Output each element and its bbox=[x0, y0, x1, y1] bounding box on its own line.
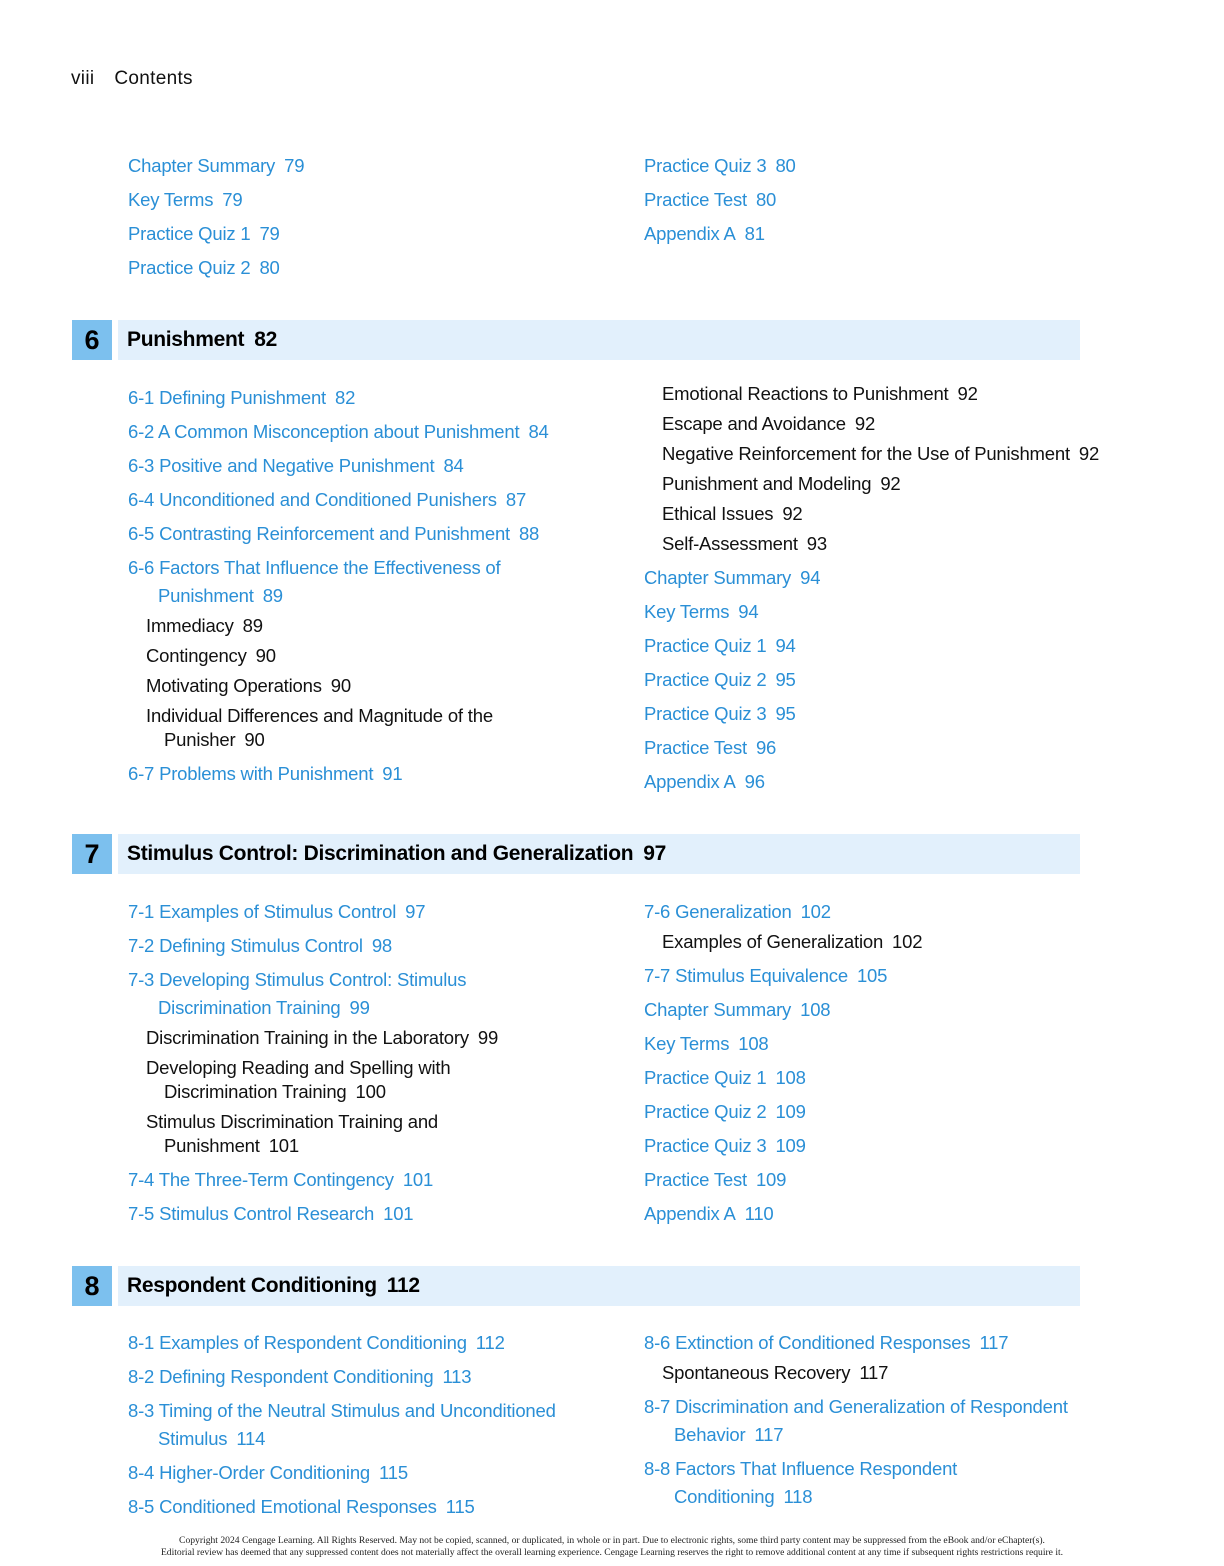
entry-title: Individual Differences and Magnitude of the bbox=[146, 705, 493, 726]
toc-link[interactable] bbox=[644, 189, 776, 211]
entry-page-number: 110 bbox=[744, 1203, 774, 1224]
entry-continuation bbox=[164, 1135, 299, 1157]
copyright-line-2: Editorial review has deemed that any suppressed content does not materially affect the overall learning experience. Cengage Learning reserves the right to remove additional content at any time if subsequent rights restrictions require it. bbox=[160, 1547, 1064, 1558]
entry-page-number: 80 bbox=[259, 257, 280, 278]
entry-page-number: 118 bbox=[783, 1486, 813, 1507]
chapter-number-badge: 6 bbox=[72, 320, 112, 360]
entry-title: 6-5 Contrasting Reinforcement and Punishment bbox=[128, 523, 510, 544]
entry-page-number: 108 bbox=[800, 999, 831, 1020]
toc-link[interactable] bbox=[128, 1203, 413, 1225]
toc-link[interactable] bbox=[644, 601, 758, 623]
toc-link[interactable] bbox=[128, 1169, 433, 1191]
entry-page-number: 92 bbox=[957, 383, 978, 404]
entry-title: 8-3 Timing of the Neutral Stimulus and Unconditioned bbox=[128, 1400, 556, 1421]
entry-title: Self-Assessment bbox=[662, 533, 798, 554]
entry-title: Chapter Summary bbox=[644, 999, 792, 1020]
entry-title: Practice Test bbox=[644, 1169, 747, 1190]
entry-page-number: 109 bbox=[775, 1135, 806, 1156]
entry-title: 6-3 Positive and Negative Punishment bbox=[128, 455, 435, 476]
toc-link[interactable] bbox=[644, 1332, 1008, 1354]
toc-subentry bbox=[146, 1111, 438, 1133]
chapter-title[interactable] bbox=[127, 320, 277, 360]
toc-link[interactable] bbox=[644, 771, 765, 793]
toc-link[interactable] bbox=[644, 999, 830, 1021]
entry-page-number: 117 bbox=[979, 1332, 1009, 1353]
toc-subentry bbox=[146, 705, 493, 727]
entry-title: Practice Test bbox=[644, 189, 747, 210]
entry-title-cont: Punishment bbox=[158, 585, 254, 606]
toc-subentry bbox=[662, 383, 978, 405]
entry-page-number: 90 bbox=[255, 645, 276, 666]
chapter-heading-bar bbox=[118, 834, 1080, 874]
entry-page-number: 100 bbox=[355, 1081, 386, 1102]
entry-page-number: 84 bbox=[528, 421, 549, 442]
toc-link[interactable] bbox=[644, 901, 831, 923]
entry-page-number: 96 bbox=[744, 771, 765, 792]
entry-title: Negative Reinforcement for the Use of Punishment bbox=[662, 443, 1070, 464]
chapter-title[interactable] bbox=[127, 834, 666, 874]
entry-title: 7-7 Stimulus Equivalence bbox=[644, 965, 848, 986]
entry-title-cont: Behavior bbox=[674, 1424, 746, 1445]
entry-page-number: 89 bbox=[242, 615, 263, 636]
copyright-line-1: Copyright 2024 Cengage Learning. All Rights Reserved. May not be copied, scanned, or duplicated, in whole or in part. Due to electronic rights, some third party content may be suppressed from the eBook and/or eChapter(s). bbox=[179, 1535, 1045, 1546]
copyright-notice bbox=[0, 1535, 1224, 1559]
chapter-number-badge: 7 bbox=[72, 834, 112, 874]
entry-title: Escape and Avoidance bbox=[662, 413, 846, 434]
entry-page-number: 90 bbox=[244, 729, 265, 750]
entry-title: Key Terms bbox=[128, 189, 214, 210]
entry-page-number: 97 bbox=[405, 901, 426, 922]
chapter-number-badge: 8 bbox=[72, 1266, 112, 1306]
toc-link[interactable] bbox=[128, 455, 464, 477]
toc-link[interactable] bbox=[128, 1332, 505, 1354]
entry-title: Immediacy bbox=[146, 615, 234, 636]
toc-subentry bbox=[662, 443, 1099, 465]
toc-subentry bbox=[146, 615, 263, 637]
entry-page-number: 79 bbox=[222, 189, 243, 210]
toc-link[interactable] bbox=[644, 1033, 769, 1055]
entry-page-number: 92 bbox=[1078, 443, 1100, 464]
entry-page-number: 95 bbox=[775, 669, 796, 690]
entry-title: Ethical Issues bbox=[662, 503, 774, 524]
entry-page-number: 79 bbox=[284, 155, 305, 176]
entry-page-number: 101 bbox=[402, 1169, 434, 1190]
toc-subentry bbox=[662, 413, 875, 435]
entry-title-cont: Punishment bbox=[164, 1135, 260, 1156]
entry-page-number: 94 bbox=[800, 567, 821, 588]
chapter-page-number: 97 bbox=[643, 842, 667, 865]
entry-title: 8-8 Factors That Influence Respondent bbox=[644, 1458, 958, 1479]
running-header bbox=[71, 68, 193, 90]
entry-title: Practice Quiz 2 bbox=[128, 257, 251, 278]
entry-page-number: 108 bbox=[738, 1033, 769, 1054]
entry-title: 8-7 Discrimination and Generalization of Respondent bbox=[644, 1396, 1068, 1417]
entry-page-number: 112 bbox=[475, 1332, 505, 1353]
entry-continuation[interactable] bbox=[158, 997, 370, 1019]
chapter-page-number: 112 bbox=[386, 1274, 420, 1297]
entry-page-number: 102 bbox=[892, 931, 923, 952]
entry-title-cont: Conditioning bbox=[674, 1486, 775, 1507]
toc-link[interactable] bbox=[644, 223, 765, 245]
entry-page-number: 99 bbox=[477, 1027, 499, 1048]
toc-link[interactable] bbox=[644, 1203, 774, 1225]
toc-subentry bbox=[146, 645, 276, 667]
toc-link[interactable] bbox=[128, 969, 466, 991]
entry-title: Practice Quiz 1 bbox=[128, 223, 251, 244]
entry-continuation[interactable] bbox=[674, 1424, 783, 1446]
entry-page-number: 113 bbox=[442, 1366, 472, 1387]
entry-title: Punishment and Modeling bbox=[662, 473, 872, 494]
toc-link[interactable] bbox=[644, 1135, 806, 1157]
entry-title: 6-6 Factors That Influence the Effectiveness of bbox=[128, 557, 501, 578]
entry-title: 7-1 Examples of Stimulus Control bbox=[128, 901, 397, 922]
entry-page-number: 96 bbox=[755, 737, 777, 758]
entry-page-number: 92 bbox=[782, 503, 803, 524]
toc-link[interactable] bbox=[644, 567, 820, 589]
entry-title: 8-2 Defining Respondent Conditioning bbox=[128, 1366, 434, 1387]
entry-title: 6-1 Defining Punishment bbox=[128, 387, 326, 408]
entry-page-number: 80 bbox=[775, 155, 796, 176]
chapter-page-number: 82 bbox=[254, 328, 277, 351]
chapter-title[interactable] bbox=[127, 1266, 420, 1306]
entry-title: Practice Quiz 1 bbox=[644, 1067, 767, 1088]
toc-link[interactable] bbox=[128, 155, 304, 177]
toc-link[interactable] bbox=[128, 1400, 556, 1422]
chapter-heading-bar bbox=[118, 320, 1080, 360]
toc-link[interactable] bbox=[128, 387, 355, 409]
entry-page-number: 105 bbox=[856, 965, 888, 986]
toc-subentry bbox=[662, 473, 901, 495]
toc-link[interactable] bbox=[128, 489, 526, 511]
entry-title: Practice Quiz 3 bbox=[644, 155, 767, 176]
toc-link[interactable] bbox=[644, 703, 796, 725]
toc-link[interactable] bbox=[644, 635, 796, 657]
entry-page-number: 117 bbox=[859, 1362, 889, 1383]
entry-title: Key Terms bbox=[644, 1033, 730, 1054]
toc-link[interactable] bbox=[128, 1462, 408, 1484]
entry-title: Practice Quiz 3 bbox=[644, 1135, 767, 1156]
entry-title: Practice Quiz 2 bbox=[644, 669, 767, 690]
toc-link[interactable] bbox=[644, 1396, 1068, 1418]
entry-continuation[interactable] bbox=[674, 1486, 812, 1508]
entry-page-number: 115 bbox=[445, 1496, 475, 1517]
toc-link[interactable] bbox=[644, 737, 776, 759]
entry-title: 7-5 Stimulus Control Research bbox=[128, 1203, 375, 1224]
entry-title: Contingency bbox=[146, 645, 247, 666]
toc-subentry bbox=[146, 1057, 450, 1079]
entry-title: Appendix A bbox=[644, 771, 736, 792]
entry-page-number: 81 bbox=[744, 223, 765, 244]
entry-title: Chapter Summary bbox=[644, 567, 792, 588]
entry-page-number: 101 bbox=[383, 1203, 414, 1224]
chapter-title-text: Respondent Conditioning bbox=[127, 1274, 377, 1297]
entry-continuation bbox=[164, 1081, 386, 1103]
toc-link[interactable] bbox=[644, 1169, 786, 1191]
entry-title: 7-4 The Three-Term Contingency bbox=[128, 1169, 394, 1190]
entry-page-number: 109 bbox=[775, 1101, 806, 1122]
entry-title: Key Terms bbox=[644, 601, 730, 622]
entry-continuation[interactable] bbox=[158, 585, 283, 607]
toc-link[interactable] bbox=[644, 155, 796, 177]
entry-title: Practice Quiz 1 bbox=[644, 635, 767, 656]
entry-page-number: 99 bbox=[349, 997, 370, 1018]
entry-title: Practice Quiz 2 bbox=[644, 1101, 767, 1122]
toc-link[interactable] bbox=[644, 1458, 957, 1480]
entry-title: 8-1 Examples of Respondent Conditioning bbox=[128, 1332, 467, 1353]
toc-link[interactable] bbox=[128, 421, 549, 443]
entry-page-number: 87 bbox=[505, 489, 527, 510]
entry-page-number: 92 bbox=[854, 413, 876, 434]
toc-subentry bbox=[662, 931, 922, 953]
entry-continuation[interactable] bbox=[158, 1428, 265, 1450]
chapter-heading-bar bbox=[118, 1266, 1080, 1306]
entry-title-cont: Discrimination Training bbox=[158, 997, 341, 1018]
toc-link[interactable] bbox=[644, 1067, 806, 1089]
page-number: viii bbox=[71, 68, 95, 89]
entry-title: Stimulus Discrimination Training and bbox=[146, 1111, 439, 1132]
toc-link[interactable] bbox=[128, 1496, 475, 1518]
toc-link[interactable] bbox=[644, 669, 796, 691]
chapter-title-text: Punishment bbox=[127, 328, 245, 351]
entry-page-number: 93 bbox=[806, 533, 827, 554]
entry-page-number: 98 bbox=[371, 935, 392, 956]
entry-title: 8-4 Higher-Order Conditioning bbox=[128, 1462, 371, 1483]
entry-page-number: 82 bbox=[335, 387, 356, 408]
entry-title: Appendix A bbox=[644, 1203, 736, 1224]
entry-title: Practice Test bbox=[644, 737, 747, 758]
entry-title: Emotional Reactions to Punishment bbox=[662, 383, 949, 404]
entry-page-number: 92 bbox=[880, 473, 901, 494]
entry-title-cont: Punisher bbox=[164, 729, 236, 750]
toc-subentry bbox=[662, 1362, 888, 1384]
entry-title: 8-6 Extinction of Conditioned Responses bbox=[644, 1332, 971, 1353]
entry-title: 7-3 Developing Stimulus Control: Stimulus bbox=[128, 969, 467, 990]
entry-title: 6-7 Problems with Punishment bbox=[128, 763, 374, 784]
entry-page-number: 94 bbox=[738, 601, 759, 622]
entry-title: 6-2 A Common Misconception about Punishment bbox=[128, 421, 520, 442]
toc-link[interactable] bbox=[128, 935, 392, 957]
toc-link[interactable] bbox=[644, 1101, 806, 1123]
entry-page-number: 95 bbox=[775, 703, 796, 724]
entry-page-number: 108 bbox=[775, 1067, 806, 1088]
entry-page-number: 80 bbox=[755, 189, 777, 210]
entry-page-number: 79 bbox=[259, 223, 280, 244]
entry-page-number: 115 bbox=[379, 1462, 408, 1483]
entry-title-cont: Discrimination Training bbox=[164, 1081, 347, 1102]
toc-link[interactable] bbox=[128, 1366, 471, 1388]
entry-page-number: 90 bbox=[330, 675, 351, 696]
toc-subentry bbox=[662, 503, 803, 525]
entry-page-number: 88 bbox=[518, 523, 540, 544]
entry-page-number: 91 bbox=[382, 763, 403, 784]
entry-page-number: 117 bbox=[754, 1424, 784, 1445]
entry-title: 8-5 Conditioned Emotional Responses bbox=[128, 1496, 437, 1517]
entry-page-number: 89 bbox=[262, 585, 283, 606]
entry-page-number: 109 bbox=[755, 1169, 787, 1190]
running-title: Contents bbox=[114, 68, 193, 89]
toc-link[interactable] bbox=[128, 557, 500, 579]
entry-page-number: 94 bbox=[775, 635, 796, 656]
entry-title: Appendix A bbox=[644, 223, 736, 244]
toc-link[interactable] bbox=[128, 257, 280, 279]
toc-link[interactable] bbox=[128, 901, 425, 923]
entry-title: Motivating Operations bbox=[146, 675, 322, 696]
entry-page-number: 84 bbox=[443, 455, 464, 476]
entry-title: Developing Reading and Spelling with bbox=[146, 1057, 451, 1078]
entry-title: Chapter Summary bbox=[128, 155, 276, 176]
toc-link[interactable] bbox=[128, 189, 242, 211]
toc-subentry bbox=[146, 1027, 498, 1049]
toc-link[interactable] bbox=[128, 523, 539, 545]
entry-page-number: 114 bbox=[236, 1428, 266, 1449]
entry-title-cont: Stimulus bbox=[158, 1428, 228, 1449]
entry-page-number: 102 bbox=[800, 901, 831, 922]
entry-title: Spontaneous Recovery bbox=[662, 1362, 851, 1383]
toc-link[interactable] bbox=[644, 965, 887, 987]
entry-title: Practice Quiz 3 bbox=[644, 703, 767, 724]
entry-continuation bbox=[164, 729, 265, 751]
entry-title: Examples of Generalization bbox=[662, 931, 884, 952]
entry-title: 7-2 Defining Stimulus Control bbox=[128, 935, 363, 956]
entry-title: Discrimination Training in the Laboratory bbox=[146, 1027, 469, 1048]
chapter-title-text: Stimulus Control: Discrimination and Generalization bbox=[127, 842, 634, 865]
toc-link[interactable] bbox=[128, 223, 280, 245]
entry-page-number: 101 bbox=[268, 1135, 299, 1156]
entry-title: 6-4 Unconditioned and Conditioned Punishers bbox=[128, 489, 497, 510]
toc-link[interactable] bbox=[128, 763, 402, 785]
entry-title: 7-6 Generalization bbox=[644, 901, 792, 922]
toc-subentry bbox=[146, 675, 351, 697]
toc-subentry bbox=[662, 533, 827, 555]
